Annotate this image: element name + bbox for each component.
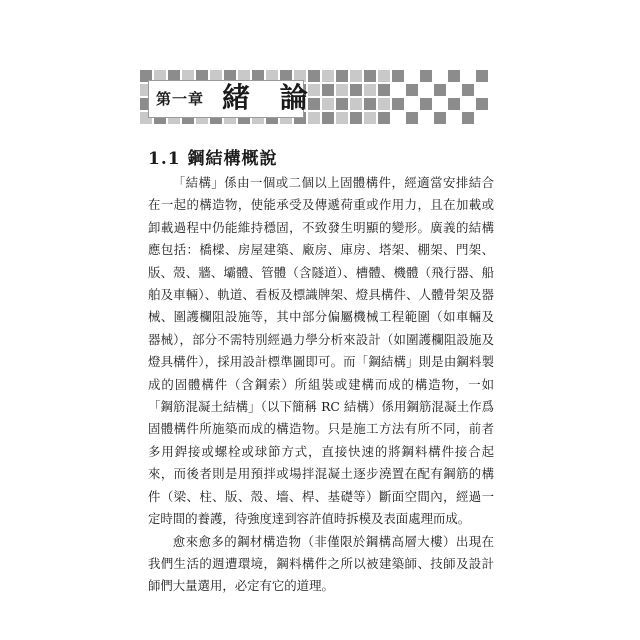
checker-cell <box>350 98 362 110</box>
checker-cell <box>322 112 334 124</box>
checker-cell <box>420 98 432 110</box>
checker-cell <box>462 112 474 124</box>
checker-cell <box>434 112 446 124</box>
checker-cell <box>378 112 390 124</box>
checker-cell <box>336 70 348 82</box>
checker-cell <box>364 70 376 82</box>
checker-cell <box>448 70 460 82</box>
checker-cell <box>378 98 390 110</box>
body-text <box>148 172 494 598</box>
checker-cell <box>336 98 348 110</box>
checker-cell <box>350 70 362 82</box>
checker-cell <box>350 84 362 96</box>
paragraph-2: 愈來愈多的鋼材構造物（非僅限於鋼構高層大樓）出現在我們生活的週遭環境，鋼料構件之所以被建築師、技師及設計師們大量選用，必定有它的道理。 <box>148 533 494 594</box>
checker-cell <box>336 84 348 96</box>
chapter-title: 緒 論 <box>222 81 318 114</box>
checker-cell <box>336 112 348 124</box>
checker-cell <box>476 98 488 110</box>
checker-cell <box>420 70 432 82</box>
checker-cell <box>392 70 404 82</box>
paragraph-1: 「結構」係由一個或二個以上固體構件，經適當安排結合在一起的構造物，使能承受及傳遞荷重或作用力，且在加載或卸載過程中仍能維持穩固，不致發生明顯的變形。廣義的結構應包括：橋樑、房屋建築、廠房、庫房、塔架、棚架、門架、版、殼、牆、壩體、管體（含隧道）、槽體、機體（飛行器、船舶及車輛）、軌道、看板及標識牌架、燈具構件、人體骨架及器械、圍護欄阻設施等，其中部分偏屬機械工程範圍（如車輛及器械），部分不需特別經過力學分析來設計（如圍護欄阻設施及燈具構件），採用設計標準圖即可。而「鋼結構」則是由鋼料製成的固體構件（含鋼索）所組裝或建構而成的構造物，一如「鋼筋混凝土結構」（以下簡稱 RC 結構）係用鋼筋混凝土作爲固體構件所施築而成的構造物。只是施工方法有所不同，前者多用銲接或螺栓或球節方式，直接快速的將鋼料構件接合起來，而後者則是用預拌或場拌混凝土逐步澆置在配有鋼筋的構件（梁、柱、版、殼、墻、桿、基礎等）斷面空間內，經過一定時間的養護，待強度達到容許值時拆模及表面處理而成。 <box>148 175 494 527</box>
checker-cell <box>462 84 474 96</box>
section-title: 1.1 鋼結構概說 <box>148 149 278 169</box>
checker-cell <box>350 112 362 124</box>
checker-cell <box>378 70 390 82</box>
checker-cell <box>448 98 460 110</box>
checker-cell <box>378 84 390 96</box>
checker-cell <box>364 112 376 124</box>
chapter-label: 第一章 <box>156 90 205 108</box>
checker-cell <box>406 112 418 124</box>
checker-cell <box>392 98 404 110</box>
checker-cell <box>364 98 376 110</box>
checker-cell <box>476 70 488 82</box>
checker-cell <box>434 84 446 96</box>
checker-cell <box>322 70 334 82</box>
checker-cell <box>322 84 334 96</box>
checker-cell <box>406 84 418 96</box>
checker-cell <box>322 98 334 110</box>
checker-cell <box>364 84 376 96</box>
